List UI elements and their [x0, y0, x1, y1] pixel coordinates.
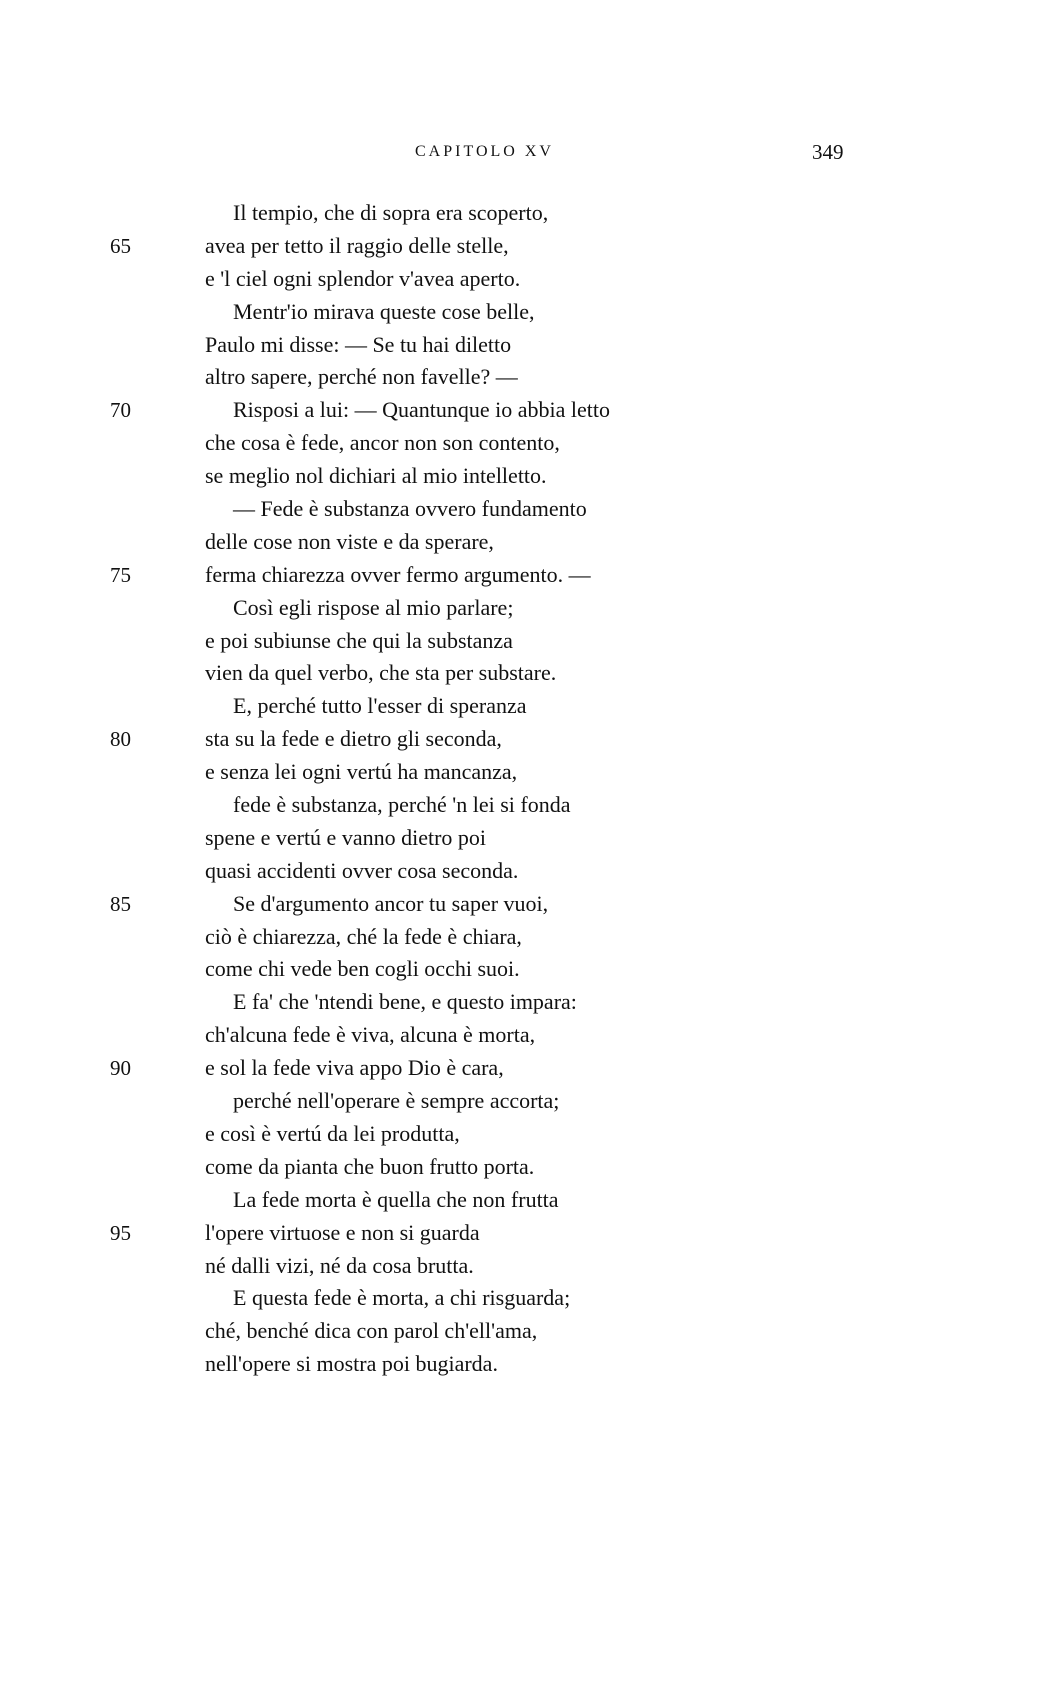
verse-line: [0, 690, 1046, 723]
verse-text: altro sapere, perché non favelle? —: [205, 364, 518, 390]
verse-line: [0, 1184, 1046, 1217]
verse-text: ché, benché dica con parol ch'ell'ama,: [205, 1318, 538, 1344]
verse-text: Risposi a lui: — Quantunque io abbia letto: [233, 397, 611, 423]
verse-line: [0, 625, 1046, 658]
verse-line: [0, 592, 1046, 625]
line-number: 80: [110, 727, 131, 752]
verse-line: [0, 197, 1046, 230]
verse-line: [0, 1118, 1046, 1151]
verse-text: E, perché tutto l'esser di speranza: [233, 693, 527, 719]
line-number: 75: [110, 562, 131, 587]
page-header: [0, 140, 1046, 173]
verse-text: vien da quel verbo, che sta per substare.: [205, 660, 557, 686]
verse-text: e 'l ciel ogni splendor v'avea aperto.: [205, 265, 521, 291]
verse-text: che cosa è fede, ancor non son contento,: [205, 430, 560, 456]
verse-line: [0, 263, 1046, 296]
verse-line: [0, 493, 1046, 526]
verse-text: e sol la fede viva appo Dio è cara,: [205, 1055, 504, 1081]
verse-line: [0, 855, 1046, 888]
verse-text: perché nell'operare è sempre accorta;: [233, 1088, 560, 1114]
verse-text: avea per tetto il raggio delle stelle,: [205, 232, 509, 258]
verse-line: [0, 361, 1046, 394]
verse-line: [0, 789, 1046, 822]
verse-text: se meglio nol dichiari al mio intelletto.: [205, 463, 547, 489]
verse-line: [0, 888, 1046, 921]
line-number: 95: [110, 1220, 131, 1245]
verse-line: [0, 559, 1046, 592]
verse-text: come chi vede ben cogli occhi suoi.: [205, 956, 520, 982]
verse-line: [0, 1282, 1046, 1315]
verse-text: e così è vertú da lei produtta,: [205, 1120, 460, 1146]
verse-line: [0, 723, 1046, 756]
verse-line: [0, 329, 1046, 362]
verse-line: [0, 427, 1046, 460]
verse-text: Mentr'io mirava queste cose belle,: [233, 298, 535, 324]
verse-line: [0, 460, 1046, 493]
verse-text: ferma chiarezza ovver fermo argumento. —: [205, 561, 591, 587]
line-number: 65: [110, 233, 131, 258]
verse-text: sta su la fede e dietro gli seconda,: [205, 726, 502, 752]
verse-line: [0, 1019, 1046, 1052]
verse-line: [0, 526, 1046, 559]
verse-line: [0, 1217, 1046, 1250]
verse-text: La fede morta è quella che non frutta: [233, 1186, 559, 1212]
running-head: CAPITOLO XV: [415, 143, 554, 160]
verse-text: E questa fede è morta, a chi risguarda;: [233, 1285, 571, 1311]
verse-text: ciò è chiarezza, ché la fede è chiara,: [205, 923, 522, 949]
verse-line: [0, 657, 1046, 690]
verse-text: l'opere virtuose e non si guarda: [205, 1219, 480, 1245]
verse-text: come da pianta che buon frutto porta.: [205, 1153, 535, 1179]
verse-text: ch'alcuna fede è viva, alcuna è morta,: [205, 1022, 536, 1048]
verse-text: né dalli vizi, né da cosa brutta.: [205, 1252, 474, 1278]
verse-line: [0, 1315, 1046, 1348]
verse-text: spene e vertú e vanno dietro poi: [205, 824, 487, 850]
line-number: 70: [110, 398, 131, 423]
verse-line: [0, 394, 1046, 427]
verse-line: [0, 230, 1046, 263]
line-number: 85: [110, 891, 131, 916]
verse-line: [0, 1348, 1046, 1381]
verse-line: [0, 822, 1046, 855]
verse-line: [0, 1151, 1046, 1184]
verse-text: E fa' che 'ntendi bene, e questo impara:: [233, 989, 577, 1015]
verse-line: [0, 986, 1046, 1019]
verse-text: fede è substanza, perché 'n lei si fonda: [233, 792, 571, 818]
verse-text: Così egli rispose al mio parlare;: [233, 594, 514, 620]
verse-text: e senza lei ogni vertú ha mancanza,: [205, 759, 518, 785]
verse-line: [0, 296, 1046, 329]
verse-line: [0, 1250, 1046, 1283]
poem-body: [0, 197, 1046, 1381]
verse-text: quasi accidenti ovver cosa seconda.: [205, 857, 519, 883]
verse-text: Il tempio, che di sopra era scoperto,: [233, 200, 549, 225]
verse-text: Paulo mi disse: — Se tu hai diletto: [205, 331, 512, 357]
verse-text: nell'opere si mostra poi bugiarda.: [205, 1351, 498, 1377]
verse-line: [0, 756, 1046, 789]
line-number: 90: [110, 1056, 131, 1081]
page-number: 349: [812, 140, 844, 164]
verse-text: e poi subiunse che qui la substanza: [205, 627, 513, 653]
verse-line: [0, 953, 1046, 986]
verse-text: Se d'argumento ancor tu saper vuoi,: [233, 890, 549, 916]
verse-line: [0, 921, 1046, 954]
verse-line: [0, 1085, 1046, 1118]
verse-text: delle cose non viste e da sperare,: [205, 528, 494, 554]
verse-text: — Fede è substanza ovvero fundamento: [233, 496, 587, 522]
verse-line: [0, 1052, 1046, 1085]
